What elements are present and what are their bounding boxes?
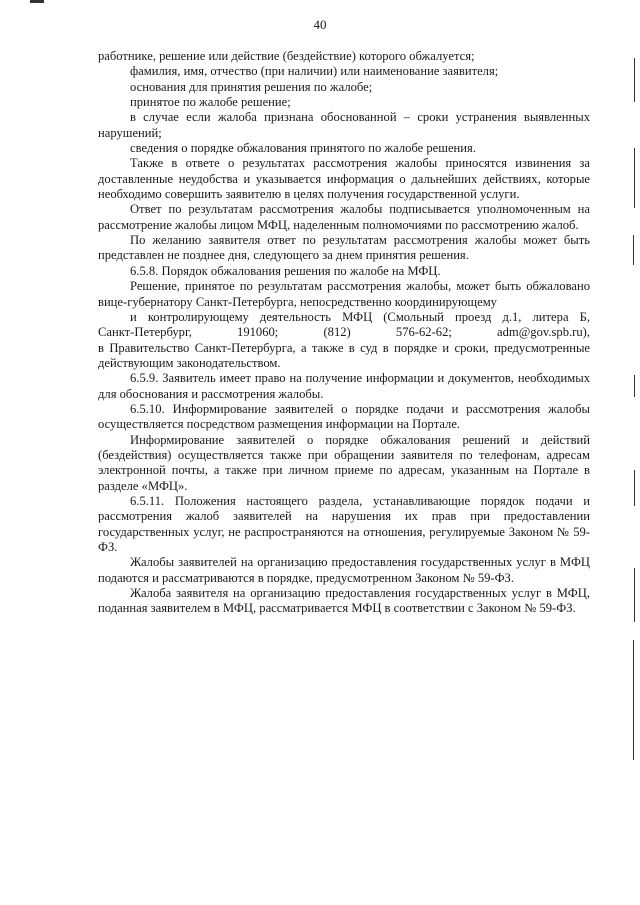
paragraph: Ответ по результатам рассмотрения жалобы подписывается уполномоченным на рассмотрение жалобы лицом МФЦ, наделенным полномочиями по рассмотрению жалоб. — [98, 202, 590, 232]
scan-edge-mark — [633, 640, 634, 760]
paragraph: 6.5.11. Положения настоящего раздела, устанавливающие порядок подачи и рассмотрения жалоб заявителей на нарушения их прав при предоставлении государственных услуг, не распространяются на отношения, регулируемые Законом № 59-ФЗ. — [98, 493, 590, 554]
paragraph: Информирование заявителей о порядке обжалования решений и действий (бездействия) осуществляется также при обращении заявителя по телефонам, адресам электронной почты, а также при личном приеме по адресам, указанным на Портале в разделе «МФЦ». — [98, 432, 590, 493]
scan-edge-mark — [634, 58, 635, 102]
paragraph: Решение, принятое по результатам рассмотрения жалобы, может быть обжаловано вице-губернатору Санкт-Петербурга, непосредственно координирующему — [98, 279, 590, 309]
paragraph: 6.5.9. Заявитель имеет право на получение информации и документов, необходимых для обоснования и рассмотрения жалобы. — [98, 371, 590, 401]
paragraph: 6.5.8. Порядок обжалования решения по жалобе на МФЦ. — [130, 263, 441, 278]
scan-edge-mark — [634, 470, 635, 506]
paragraph: основания для принятия решения по жалобе; — [130, 79, 373, 94]
paragraph: Санкт-Петербург, 191060; (812) 576-62-62; adm@gov.spb.ru), — [98, 325, 590, 340]
paragraph: 6.5.10. Информирование заявителей о порядке подачи и рассмотрения жалобы осуществляется посредством размещения информации на Портале. — [98, 401, 590, 432]
scan-edge-mark — [634, 148, 635, 208]
paragraph: Также в ответе о результатах рассмотрения жалобы приносятся извинения за доставленные неудобства и указывается информация о дальнейших действиях, которые необходимо совершить заявителю в целях получения государственной услуги. — [98, 156, 590, 202]
paragraph: Жалобы заявителей на организацию предоставления государственных услуг в МФЦ подаются и рассматриваются в порядке, предусмотренном Законом № 59-ФЗ. — [98, 555, 590, 585]
page-number: 40 — [313, 17, 327, 32]
scan-edge-mark — [634, 375, 635, 397]
scan-edge-mark — [30, 0, 44, 3]
paragraph: в случае если жалоба признана обоснованной – сроки устранения выявленных нарушений; — [98, 110, 590, 140]
paragraph: фамилия, имя, отчество (при наличии) или наименование заявителя; — [130, 64, 499, 79]
paragraph: сведения о порядке обжалования принятого по жалобе решения. — [130, 141, 476, 156]
document-body — [98, 49, 590, 617]
paragraph: в Правительство Санкт-Петербурга, а также в суд в порядке и сроки, предусмотренные действующим законодательством. — [98, 340, 590, 370]
paragraph: Жалоба заявителя на организацию предоставления государственных услуг в МФЦ, поданная заявителем в МФЦ, рассматривается МФЦ в соответствии с Законом № 59-ФЗ. — [98, 586, 590, 616]
scan-edge-mark — [633, 235, 634, 265]
paragraph: принятое по жалобе решение; — [130, 95, 291, 110]
paragraph: и контролирующему деятельность МФЦ (Смольный проезд д.1, литера Б, — [130, 309, 590, 324]
scan-edge-mark — [634, 568, 635, 622]
paragraph: По желанию заявителя ответ по результатам рассмотрения жалобы может быть представлен не позднее дня, следующего за днем принятия решения. — [98, 233, 590, 263]
paragraph: работнике, решение или действие (бездействие) которого обжалуется; — [98, 49, 475, 63]
